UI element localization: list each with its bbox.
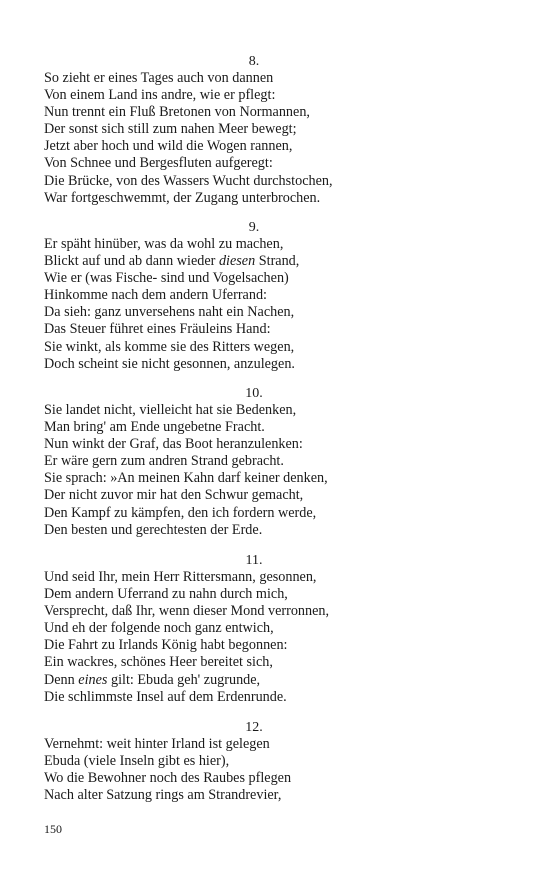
verse-text: Der sonst sich still zum nahen Meer bewegt; — [44, 121, 297, 138]
verse-text: Den besten und gerechtesten der Erde. — [44, 521, 263, 538]
verse-text: Er wäre gern zum andren Strand gebracht. — [44, 453, 284, 470]
page-number: 150 — [44, 822, 62, 836]
verse-line — [44, 470, 464, 487]
verse-text: Nun trennt ein Fluß Bretonen von Normannen, — [44, 104, 310, 121]
stanza-9 — [44, 219, 464, 373]
verse-line — [44, 304, 464, 321]
verse-text: Dem andern Uferrand zu nahn durch mich, — [44, 586, 288, 603]
verse-text: Man bring' am Ende ungebetne Fracht. — [44, 419, 265, 436]
verse-line — [44, 419, 464, 436]
verse-text: Vernehmt: weit hinter Irland ist gelegen — [44, 736, 270, 752]
verse-text: War fortgeschwemmt, der Zugang unterbrochen. — [44, 189, 321, 206]
verse-line — [44, 339, 464, 356]
verse-line — [44, 505, 464, 522]
verse-text: Jetzt aber hoch und wild die Wogen rannen, — [44, 138, 293, 155]
emphasized-text: diesen — [218, 253, 256, 270]
verse-text: Denn — [44, 671, 79, 688]
stanza-10 — [44, 385, 464, 539]
verse-line — [44, 321, 464, 338]
verse-line — [44, 402, 464, 419]
verse-text: Doch scheint sie nicht gesonnen, anzulegen. — [44, 355, 295, 372]
verse-text: Sie sprach: »An meinen Kahn darf keiner denken, — [44, 470, 328, 487]
emphasized-text: eines — [78, 671, 108, 688]
verse-text: Nach alter Satzung rings am Strandrevier, — [44, 787, 282, 804]
verse-line — [44, 654, 464, 671]
stanza-number: 11. — [245, 553, 263, 568]
verse-line — [44, 138, 464, 155]
verse-line — [44, 190, 464, 207]
verse-line — [44, 522, 464, 539]
verse-line — [44, 487, 464, 504]
stanza-11 — [44, 552, 464, 706]
verse-text: Sie landet nicht, vielleicht hat sie Bedenken, — [44, 402, 297, 418]
verse-line — [44, 453, 464, 470]
verse-line — [44, 87, 464, 104]
verse-text: Die schlimmste Insel auf dem Erdenrunde. — [44, 688, 287, 705]
verse-text: Wie er (was Fische- sind und Vogelsachen) — [44, 270, 289, 287]
stanza-number: 10. — [245, 386, 263, 401]
stanza-number: 9. — [248, 220, 260, 235]
verse-text: Er späht hinüber, was da wohl zu machen, — [44, 236, 284, 252]
verse-text: Und seid Ihr, mein Herr Rittersmann, gesonnen, — [44, 569, 317, 585]
verse-text: Die Fahrt zu Irlands König habt begonnen: — [44, 637, 288, 654]
verse-line — [44, 620, 464, 637]
stanza-number: 12. — [245, 720, 263, 735]
verse-text: Nun winkt der Graf, das Boot heranzulenken: — [44, 436, 303, 453]
verse-line — [44, 736, 464, 753]
verse-text: Hinkomme nach dem andern Uferrand: — [44, 287, 267, 304]
verse-line — [44, 356, 464, 373]
verse-text: Versprecht, daß Ihr, wenn dieser Mond verronnen, — [44, 603, 330, 620]
verse-text: Von einem Land ins andre, wie er pflegt: — [44, 87, 276, 104]
verse-line — [44, 155, 464, 172]
verse-line — [44, 173, 464, 190]
verse-line — [44, 753, 464, 770]
verse-text: Blickt auf und ab dann wieder — [44, 253, 219, 270]
stanza-number: 8. — [248, 54, 260, 69]
verse-text: Der nicht zuvor mir hat den Schwur gemacht, — [44, 487, 304, 504]
verse-text: Wo die Bewohner noch des Raubes pflegen — [44, 770, 292, 787]
verse-text: Das Steuer führet eines Fräuleins Hand: — [44, 321, 271, 338]
verse-text: Sie winkt, als komme sie des Ritters wegen, — [44, 338, 295, 355]
stanza-12 — [44, 719, 464, 804]
verse-line — [44, 569, 464, 586]
verse-text: Strand, — [255, 253, 300, 270]
verse-text: Die Brücke, von des Wassers Wucht durchstochen, — [44, 172, 333, 189]
verse-line — [44, 287, 464, 304]
verse-text: gilt: Ebuda geh' zugrunde, — [107, 671, 261, 688]
stanza-8 — [44, 53, 464, 207]
verse-text: Da sieh: ganz unversehens naht ein Nachen, — [44, 304, 295, 321]
verse-text: Ebuda (viele Inseln gibt es hier), — [44, 753, 230, 770]
verse-text: Ein wackres, schönes Heer bereitet sich, — [44, 654, 273, 671]
verse-text: So zieht er eines Tages auch von dannen — [44, 70, 274, 86]
verse-text: Von Schnee und Bergesfluten aufgeregt: — [44, 155, 273, 172]
verse-line — [44, 436, 464, 453]
verse-line — [44, 236, 464, 253]
verse-line — [44, 672, 464, 689]
verse-line — [44, 70, 464, 87]
verse-text: Und eh der folgende noch ganz entwich, — [44, 620, 274, 637]
verse-line — [44, 253, 464, 270]
verse-line — [44, 637, 464, 654]
verse-line — [44, 787, 464, 804]
verse-line — [44, 586, 464, 603]
verse-line — [44, 689, 464, 706]
verse-line — [44, 104, 464, 121]
verse-text: Den Kampf zu kämpfen, den ich fordern werde, — [44, 504, 317, 521]
verse-line — [44, 121, 464, 138]
verse-line — [44, 270, 464, 287]
verse-line — [44, 770, 464, 787]
verse-line — [44, 603, 464, 620]
